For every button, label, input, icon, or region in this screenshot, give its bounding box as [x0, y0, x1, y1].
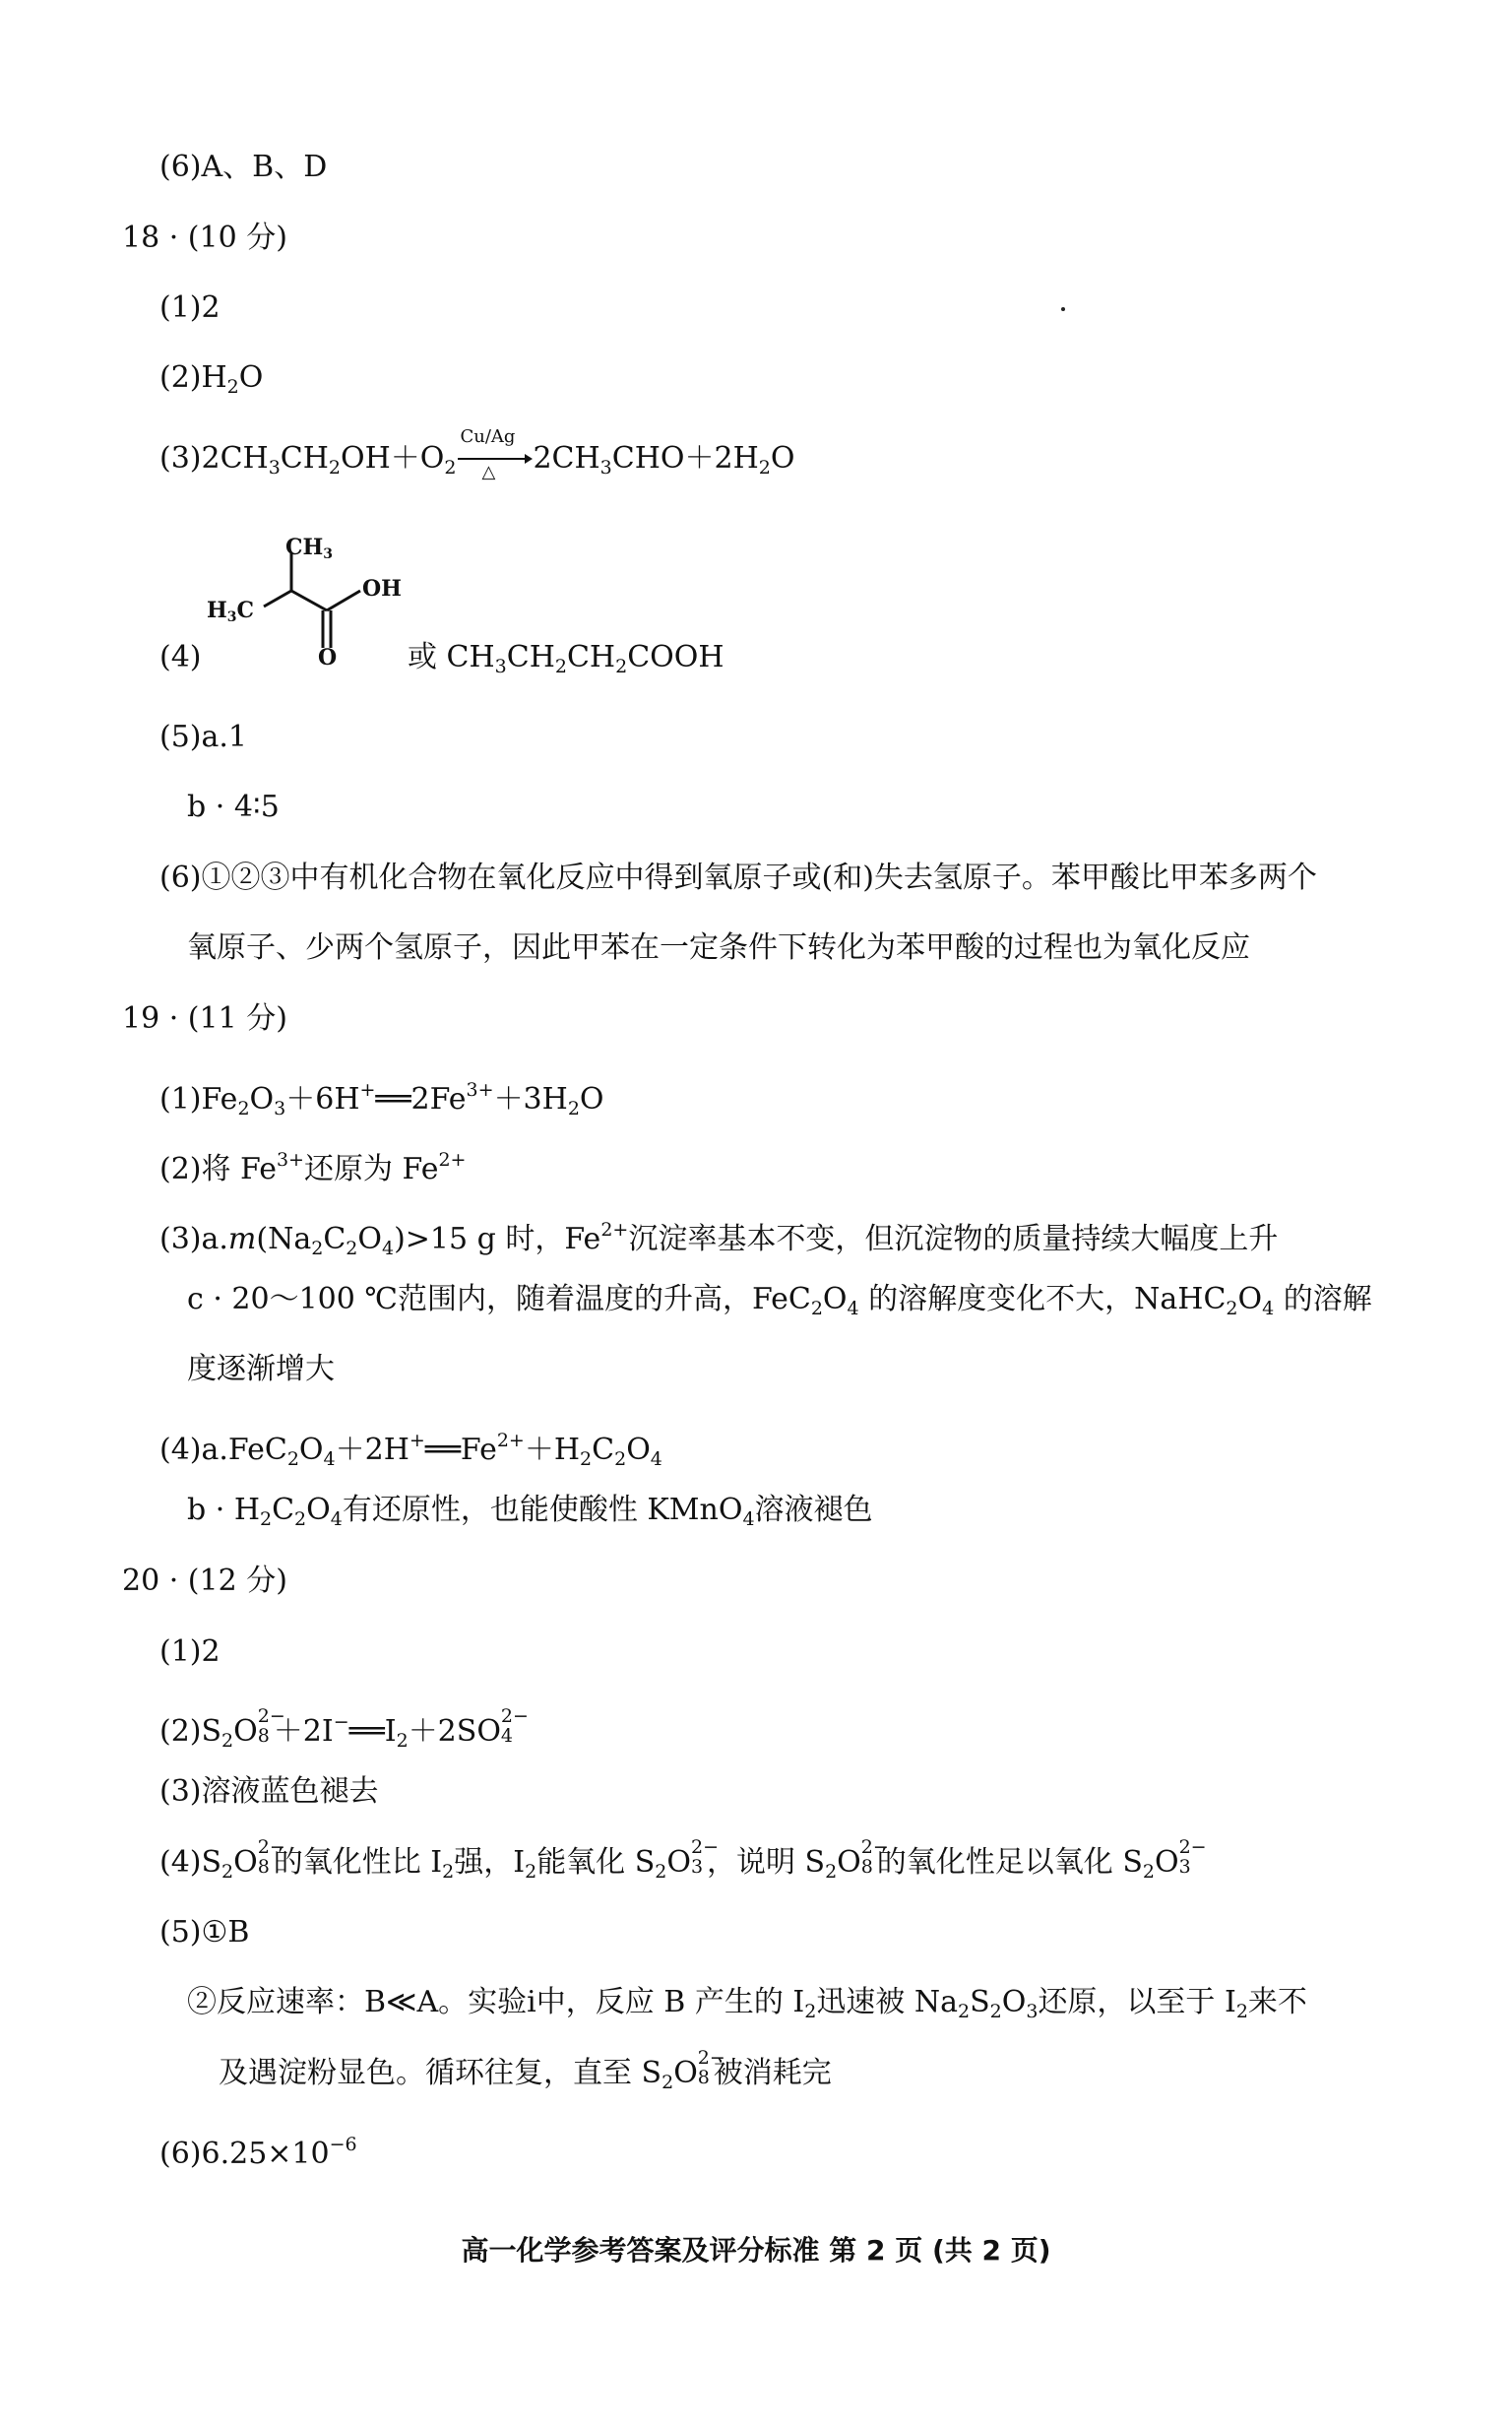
q20-answer-3: (3)溶液蓝色褪去 — [159, 1774, 379, 1809]
q18-answer-6-line2: 氧原子、少两个氢原子，因此甲苯在一定条件下转化为苯甲酸的过程也为氧化反应 — [187, 930, 1250, 965]
q18-answer-4-alt: 或 $CH_3CH_2CH_2COOH$ — [408, 640, 724, 677]
q18-answer-4: (4) — [159, 640, 202, 674]
page-footer: 高一化学参考答案及评分标准 第 2 页 (共 2 页) — [461, 2234, 1051, 2267]
hydroxyl-label: OH — [362, 576, 402, 602]
q18-answer-1: (1)2 — [159, 290, 220, 325]
q18-answer-5b: b · 4∶5 — [187, 790, 280, 824]
q19-answer-3c-line2: 度逐渐增大 — [187, 1352, 335, 1386]
q20-answer-5-2-line1: ②反应速率：B≪A。实验ⅰ中，反应 B 产生的 $I_2$迅速被 $Na_2S_2O_3$还原，以至于 $I_2$来不 — [187, 1985, 1307, 2022]
methyl-label: CH3 — [285, 535, 334, 562]
h3c-label: H3C — [207, 598, 255, 625]
q20-answer-5-2-line2: 及遇淀粉显色。循环往复，直至 $S_2O$ 2− 8 被消耗完 — [219, 2047, 832, 2093]
question-20-heading: 20 · (12 分) — [122, 1564, 287, 1598]
q18-answer-3-equation: $(3)2CH_3CH_2OH+O_2$ Cu/Ag △ $2CH_3CHO+2H_2O$ — [159, 426, 795, 482]
q19-answer-4a: $(4)a.FeC_2O_4+2H^+══Fe^{2+}+H_2C_2O_4$ — [159, 1430, 662, 1470]
q18-answer-2: $(2)H_2O$ — [159, 360, 264, 398]
q20-answer-6: $(6)6.25\times 10^{-6}$ — [159, 2134, 357, 2171]
q17-answer-6: (6)A、B、D — [159, 150, 328, 184]
q20-answer-4: $(4)S_2O$ 2− 8 的氧化性比 $I_2$强，$I_2$能氧化 $S_2O$ 2− 3 ，说明 $S_2O$ 2− 8 的氧化性足以氧化 $S_2O$ 2− 3 — [159, 1836, 1207, 1883]
q18-answer-5a: (5)a.1 — [159, 720, 248, 754]
q20-answer-1: (1)2 — [159, 1634, 220, 1669]
q20-answer-2: $(2)S_2O$ 2− 8 $+2I^-══I_2+2SO$ 2− 4 — [159, 1705, 529, 1752]
q19-answer-2: (2)将 $Fe^{3+}$还原为 $Fe^{2+}$ — [159, 1149, 467, 1186]
q19-answer-3c-line1: c · 20～100 ℃范围内，随着温度的升高，$FeC_2O_4$ 的溶解度变化不大，$NaHC_2O_4$ 的溶解 — [187, 1282, 1372, 1319]
isobutyric-acid-structure — [195, 520, 431, 677]
stray-dot — [1061, 307, 1065, 311]
q19-answer-4b: $b \cdot H_2C_2O_4$有还原性，也能使酸性 KMnO$_4$溶液褪色 — [187, 1493, 873, 1530]
q19-answer-1: $(1)Fe_2O_3+6H^+══2Fe^{3+}+3H_2O$ — [159, 1079, 604, 1119]
reaction-arrow: Cu/Ag △ — [456, 439, 533, 479]
carbonyl-o-label: O — [318, 645, 338, 671]
question-18-heading: 18 · (10 分) — [122, 221, 287, 255]
q18-answer-6-line1: (6)①②③中有机化合物在氧化反应中得到氧原子或(和)失去氢原子。苯甲酸比甲苯多两个 — [159, 861, 1317, 895]
q20-answer-5-1: (5)①B — [159, 1915, 250, 1950]
question-19-heading: 19 · (11 分) — [122, 1001, 287, 1036]
q19-answer-3a: $(3)a.m(Na_2C_2O_4)>15$ g 时，$Fe^{2+}$沉淀率基本不变，但沉淀物的质量持续大幅度上升 — [159, 1219, 1279, 1259]
